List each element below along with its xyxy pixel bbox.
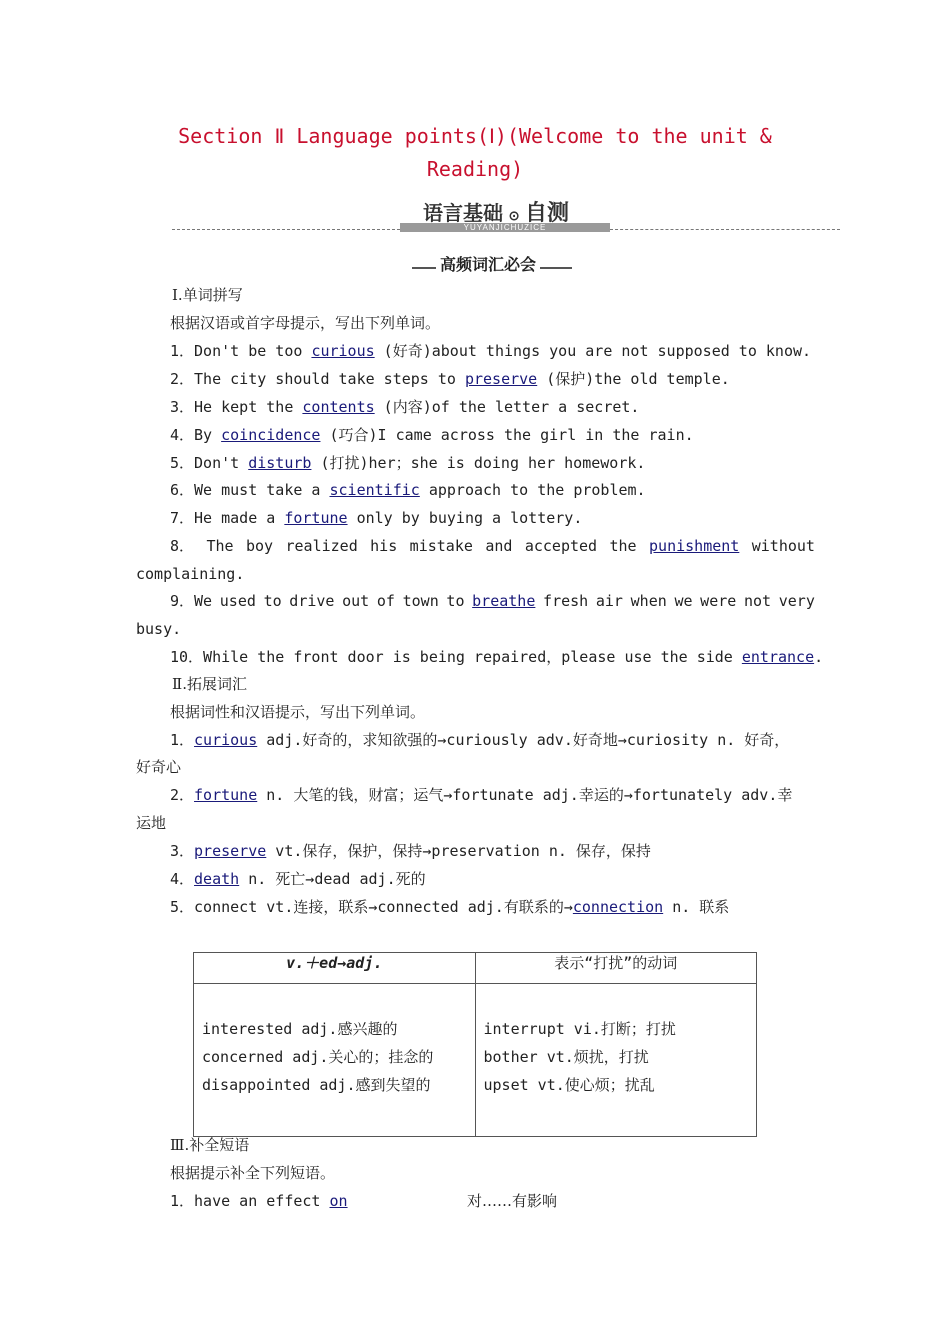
section-banner xyxy=(0,196,950,240)
answer-blank: breathe xyxy=(472,592,536,610)
answer-blank: curious xyxy=(194,731,258,749)
table-header-col2: 表示“打扰”的动词 xyxy=(475,953,757,984)
page-title xyxy=(150,120,800,186)
list-item: 5．connect vt.连接，联系→connected adj.有联系的→connection n. 联系 xyxy=(170,898,730,916)
list-item: 9．We used to drive out of town to breathe fresh air when we were not very xyxy=(170,592,815,610)
list-item: 3．preserve vt.保存，保护，保持→preservation n. 保存，保持 xyxy=(170,842,651,860)
answer-blank: death xyxy=(194,870,240,888)
table-entry: interrupt vi.打断；打扰 xyxy=(483,1020,676,1038)
part3-heading: Ⅲ.补全短语 xyxy=(170,1136,250,1154)
banner-label-b: 自测 xyxy=(525,200,570,225)
banner-divider-right xyxy=(610,229,840,230)
list-item-continuation: 运地 xyxy=(136,814,167,832)
subsection-header xyxy=(412,252,572,276)
list-item: 5．Don't disturb (打扰)her；she is doing her homework. xyxy=(170,454,646,472)
title-line-1: Section Ⅱ Language points(Ⅰ)(Welcome to the unit & xyxy=(178,124,772,148)
list-item: 6．We must take a scientific approach to the problem. xyxy=(170,481,646,499)
banner-label xyxy=(423,196,569,227)
answer-blank: entrance xyxy=(741,648,815,666)
banner-divider-left xyxy=(172,229,400,230)
list-item: 10．While the front door is being repaired，please use the side entrance. xyxy=(170,648,824,666)
table-cell-col1 xyxy=(194,984,476,1137)
phrase-meaning: 对……有影响 xyxy=(467,1192,558,1210)
list-item: 4．death n. 死亡→dead adj.死的 xyxy=(170,870,426,888)
vocab-table xyxy=(193,952,757,1137)
banner-pinyin: YUYANJICHUZICE xyxy=(400,223,610,232)
answer-blank: on xyxy=(329,1192,348,1210)
list-item-continuation: complaining. xyxy=(136,565,245,583)
list-item-continuation: 好奇心 xyxy=(136,758,182,776)
list-item: 2．fortune n. 大笔的钱，财富；运气→fortunate adj.幸运的→fortunately adv.幸 xyxy=(170,786,793,804)
answer-blank: preserve xyxy=(194,842,267,860)
part2-instruction: 根据词性和汉语提示，写出下列单词。 xyxy=(170,703,426,721)
part1-instruction: 根据汉语或首字母提示，写出下列单词。 xyxy=(170,314,441,332)
answer-blank: contents xyxy=(302,398,375,416)
table-header-col1: v.＋ed→adj. xyxy=(194,953,476,984)
table-entry: disappointed adj.感到失望的 xyxy=(202,1076,431,1094)
table-entry: bother vt.烦扰，打扰 xyxy=(483,1048,649,1066)
answer-blank: coincidence xyxy=(221,426,321,444)
subsection-title: 高频词汇必会 xyxy=(436,252,540,275)
list-item: 1．Don't be too curious (好奇)about things you are not supposed to know. xyxy=(170,342,812,360)
part1-heading: Ⅰ.单词拼写 xyxy=(172,286,243,304)
list-item: 3．He kept the contents (内容)of the letter a secret. xyxy=(170,398,640,416)
table-entry: concerned adj.关心的；挂念的 xyxy=(202,1048,434,1066)
answer-blank: disturb xyxy=(248,454,312,472)
answer-blank: connection xyxy=(572,898,664,916)
arrow-icon: ⊙ xyxy=(508,208,520,223)
title-line-2: Reading) xyxy=(426,157,524,181)
list-item: 1．have an effect on xyxy=(170,1192,348,1210)
part2-heading: Ⅱ.拓展词汇 xyxy=(172,675,247,693)
part3-instruction: 根据提示补全下列短语。 xyxy=(170,1164,336,1182)
list-item: 4．By coincidence (巧合)I came across the girl in the rain. xyxy=(170,426,694,444)
list-item-continuation: busy. xyxy=(136,620,182,638)
answer-blank: scientific xyxy=(329,481,420,499)
table-cell-col2 xyxy=(475,984,757,1137)
table-entry: interested adj.感兴趣的 xyxy=(202,1020,398,1038)
answer-blank: punishment xyxy=(649,537,740,555)
answer-blank: fortune xyxy=(194,786,258,804)
list-item: 2．The city should take steps to preserve (保护)the old temple. xyxy=(170,370,730,388)
banner-label-a: 语言基础 xyxy=(423,203,503,225)
table-entry: upset vt.使心烦；扰乱 xyxy=(483,1076,655,1094)
answer-blank: curious xyxy=(311,342,375,360)
list-item: 7．He made a fortune only by buying a lottery. xyxy=(170,509,583,527)
list-item: 1．curious adj.好奇的，求知欲强的→curiously adv.好奇地→curiosity n. 好奇， xyxy=(170,731,790,749)
list-item: 8． The boy realized his mistake and accepted the punishment without xyxy=(170,537,815,555)
answer-blank: preserve xyxy=(464,370,538,388)
answer-blank: fortune xyxy=(284,509,348,527)
